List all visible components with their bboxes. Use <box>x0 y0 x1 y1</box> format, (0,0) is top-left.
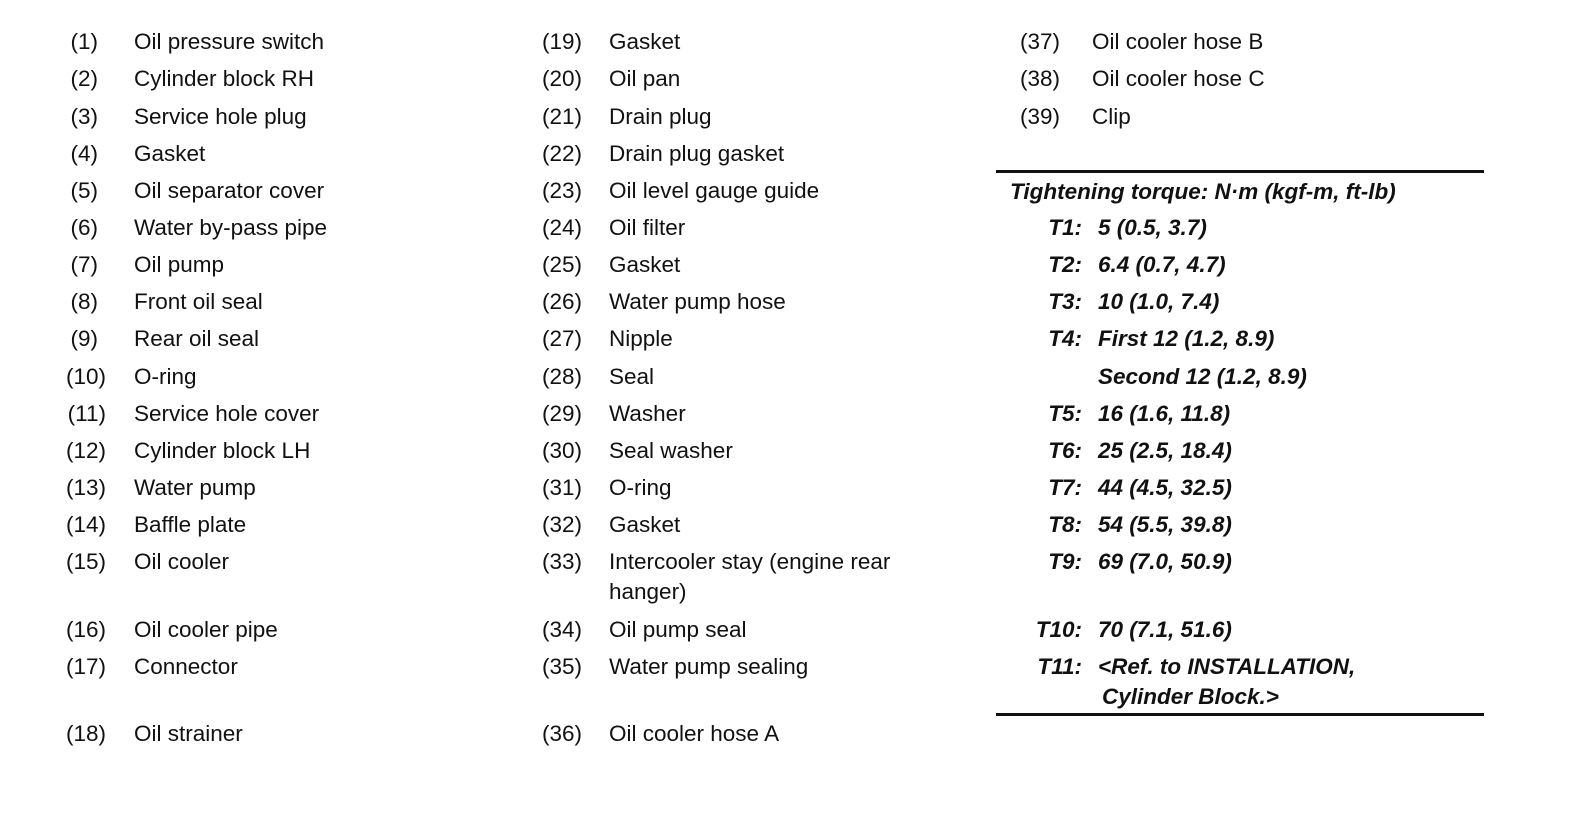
part-number: (31) <box>541 475 582 500</box>
part-number: (17) <box>65 654 106 679</box>
part-number: (11) <box>67 401 106 426</box>
part-label: Baffle plate <box>134 512 247 537</box>
torque-key: T10: <box>1035 617 1082 642</box>
part-number: (26) <box>541 289 582 314</box>
part-number: (37) <box>1019 29 1060 54</box>
part-label: Cylinder block LH <box>134 438 311 463</box>
part-number: (13) <box>65 475 106 500</box>
part-number: (27) <box>541 326 582 351</box>
torque-title: Tightening torque: N·m (kgf-m, ft-lb) <box>1010 179 1396 204</box>
part-label: O-ring <box>609 475 672 500</box>
torque-key: T11: <box>1037 654 1082 679</box>
part-label: Cylinder block RH <box>134 66 315 91</box>
part-label: Front oil seal <box>134 289 263 314</box>
part-number: (3) <box>70 104 98 129</box>
part-label: Oil cooler pipe <box>134 617 278 642</box>
part-label: Oil pump seal <box>609 617 747 642</box>
part-label: Water by-pass pipe <box>134 215 327 240</box>
part-number: (28) <box>541 364 582 389</box>
part-label: Oil pan <box>609 66 681 91</box>
part-label: Gasket <box>609 512 681 537</box>
torque-table <box>996 0 1484 818</box>
part-number: (1) <box>70 29 98 54</box>
part-number: (2) <box>70 66 98 91</box>
part-number: (38) <box>1019 66 1060 91</box>
part-number: (29) <box>541 401 582 426</box>
torque-value: First 12 (1.2, 8.9) <box>1098 326 1275 351</box>
torque-value: Cylinder Block.> <box>1102 684 1279 709</box>
torque-key: T2: <box>1048 252 1082 277</box>
part-label: Service hole cover <box>134 401 320 426</box>
torque-key: T3: <box>1048 289 1082 314</box>
part-label: Nipple <box>609 326 673 351</box>
part-label: Water pump <box>134 475 256 500</box>
torque-value: 6.4 (0.7, 4.7) <box>1098 252 1226 277</box>
part-number: (33) <box>541 549 582 574</box>
part-number: (4) <box>70 141 98 166</box>
bottom-divider <box>996 713 1484 716</box>
part-label: Oil separator cover <box>134 178 325 203</box>
part-number: (5) <box>70 178 98 203</box>
part-number: (23) <box>541 178 582 203</box>
parts-column-1 <box>0 0 480 818</box>
part-number: (20) <box>541 66 582 91</box>
torque-key: T5: <box>1048 401 1082 426</box>
part-number: (24) <box>541 215 582 240</box>
part-label: Drain plug gasket <box>609 141 785 166</box>
part-label: Oil pump <box>134 252 225 277</box>
part-number: (39) <box>1019 104 1060 129</box>
torque-key: T8: <box>1048 512 1082 537</box>
part-label: Washer <box>609 401 686 426</box>
part-label: Oil level gauge guide <box>609 178 820 203</box>
torque-key: T9: <box>1048 549 1082 574</box>
part-number: (30) <box>541 438 582 463</box>
top-divider <box>996 170 1484 173</box>
part-number: (25) <box>541 252 582 277</box>
torque-value: 69 (7.0, 50.9) <box>1098 549 1232 574</box>
part-number: (35) <box>541 654 582 679</box>
part-number: (12) <box>65 438 106 463</box>
torque-value: 54 (5.5, 39.8) <box>1098 512 1232 537</box>
part-number: (8) <box>70 289 98 314</box>
part-label: Oil cooler hose B <box>1092 29 1264 54</box>
torque-value: 70 (7.1, 51.6) <box>1098 617 1232 642</box>
torque-value: <Ref. to INSTALLATION, <box>1098 654 1356 679</box>
torque-value: Second 12 (1.2, 8.9) <box>1098 364 1307 389</box>
part-number: (32) <box>541 512 582 537</box>
part-label: Intercooler stay (engine rear hanger) <box>609 549 891 604</box>
torque-key: T6: <box>1048 438 1082 463</box>
part-label: Gasket <box>609 252 681 277</box>
part-number: (10) <box>65 364 106 389</box>
part-label: Gasket <box>134 141 206 166</box>
part-number: (19) <box>541 29 582 54</box>
parts-column-2 <box>536 0 976 818</box>
torque-key: T4: <box>1048 326 1082 351</box>
part-label: Oil cooler hose C <box>1092 66 1265 91</box>
part-number: (14) <box>65 512 106 537</box>
part-label: Rear oil seal <box>134 326 260 351</box>
part-number: (7) <box>70 252 98 277</box>
part-label: Clip <box>1092 104 1131 129</box>
part-label: Seal washer <box>609 438 733 463</box>
part-number: (36) <box>541 721 582 746</box>
part-label: Drain plug <box>609 104 712 129</box>
torque-value: 5 (0.5, 3.7) <box>1098 215 1207 240</box>
part-label: Service hole plug <box>134 104 307 129</box>
torque-value: 16 (1.6, 11.8) <box>1098 401 1231 426</box>
part-label: Oil filter <box>609 215 686 240</box>
torque-key: T1: <box>1048 215 1082 240</box>
part-label: Oil cooler <box>134 549 230 574</box>
part-number: (9) <box>70 326 98 351</box>
torque-value: 10 (1.0, 7.4) <box>1098 289 1220 314</box>
part-number: (18) <box>65 721 106 746</box>
part-number: (34) <box>541 617 582 642</box>
part-number: (22) <box>541 141 582 166</box>
part-label: Oil strainer <box>134 721 243 746</box>
part-label: Water pump sealing <box>609 654 809 679</box>
part-label: Water pump hose <box>609 289 786 314</box>
part-label: Oil pressure switch <box>134 29 325 54</box>
part-number: (21) <box>541 104 582 129</box>
torque-value: 25 (2.5, 18.4) <box>1098 438 1232 463</box>
torque-value: 44 (4.5, 32.5) <box>1098 475 1232 500</box>
part-label: Seal <box>609 364 655 389</box>
part-label: Oil cooler hose A <box>609 721 780 746</box>
torque-key: T7: <box>1048 475 1082 500</box>
part-label: Gasket <box>609 29 681 54</box>
part-number: (6) <box>70 215 98 240</box>
part-number: (16) <box>65 617 106 642</box>
part-label: O-ring <box>134 364 197 389</box>
part-label: Connector <box>134 654 238 679</box>
part-number: (15) <box>65 549 106 574</box>
